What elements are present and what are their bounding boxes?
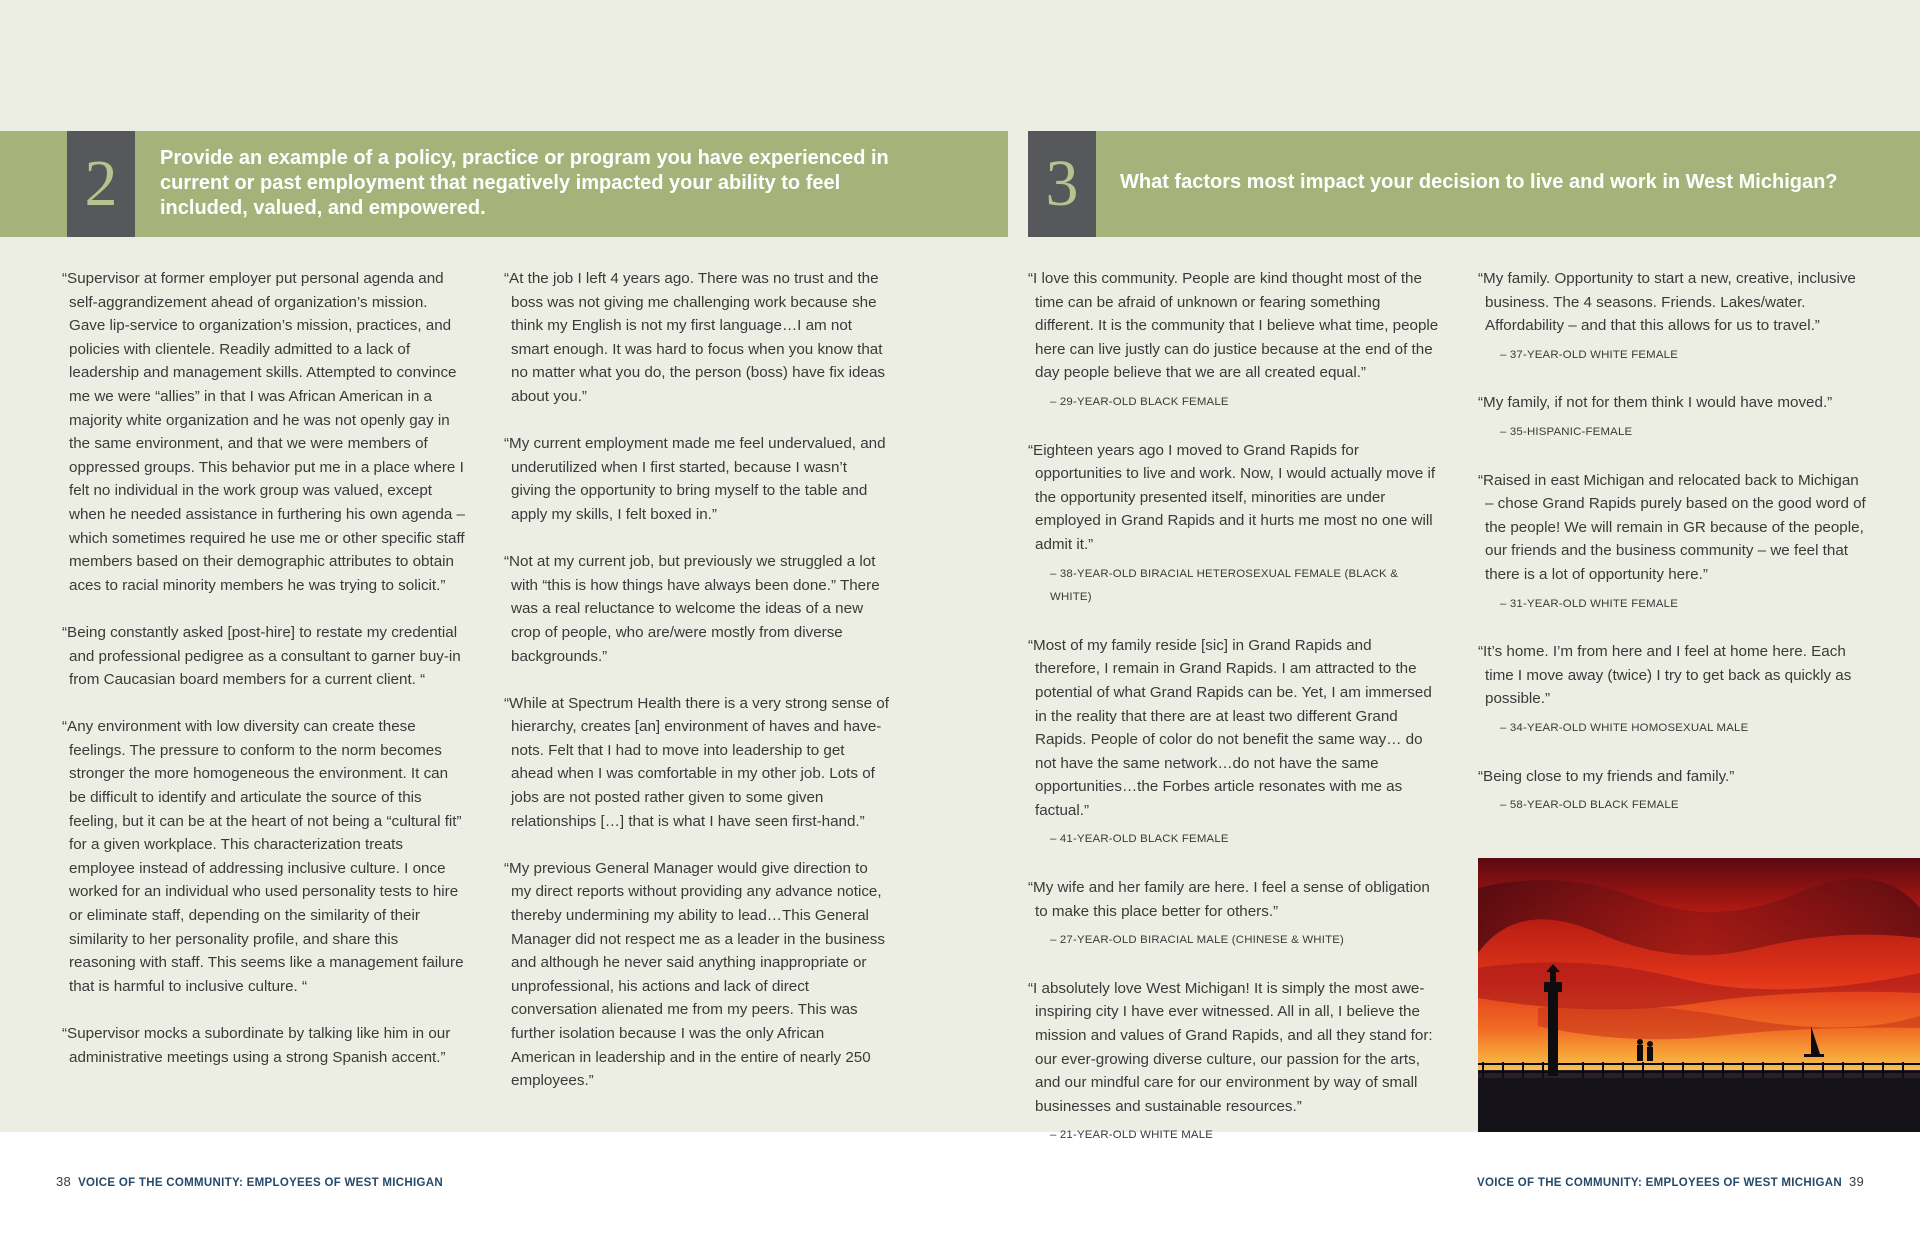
quote: “I love this community. People are kind thought most of the time can be afraid of unknown or fearing something different. It is the community that I believe what time, people here can live justly can do justice because at the end of the day people believe that we are all created equal.” xyxy=(1028,270,1439,382)
sunset-lighthouse-photo xyxy=(1478,858,1920,1132)
attribution: – 21-YEAR-OLD WHITE MALE xyxy=(1050,1129,1214,1142)
quote: “Any environment with low diversity can create these feelings. The pressure to conform to the norm becomes stronger the more homogeneous the environment. It can be difficult to identify and articulate the source of this feeling, but it can be at the heart of not being a “cultural fit” for a given workplace. This characterization treats employee instead of addressing inclusive culture. I once worked for an individual who used personality tests to hire or eliminate staff, depending on the similarity of their similarity to her personality profile, and share this reasoning with staff. This seems like a management failure that is harmful to inclusive culture. “ xyxy=(62,718,464,995)
quote: “It’s home. I’m from here and I feel at home here. Each time I move away (twice) I try to get back as quickly as possible.” xyxy=(1478,643,1852,708)
quote: “My previous General Manager would give direction to my direct reports without providing any advance notice, thereby undermining my ability to lead…This General Manager did not respect me as a leader in the business and although he never said anything inappropriate or unprofessional, his actions and lack of direct conversation alienated me from my peers. This was further isolation because I was the only African American in leadership and in the entire of nearly 250 employees.” xyxy=(504,859,885,1090)
question-3-column-2 xyxy=(1478,267,1868,842)
quote: “My current employment made me feel undervalued, and underutilized when I first started, because I wasn’t giving the opportunity to bring myself to the table and apply my skills, I felt boxed in.” xyxy=(504,435,886,523)
quote: “At the job I left 4 years ago. There was no trust and the boss was not giving me challenging work because she think my English is not my first language…I am not smart enough. It was hard to focus when you know that no matter what you do, the person (boss) have fix ideas about you.” xyxy=(504,270,885,405)
footer-title-left: VOICE OF THE COMMUNITY: EMPLOYEES OF WEST MICHIGAN xyxy=(78,1177,443,1189)
quote: “Eighteen years ago I moved to Grand Rapids for opportunities to live and work. Now, I would actually move if the opportunity presented itself, minorities are under employed in Grand Rapids and it hurts me most no one will admit it.” xyxy=(1028,441,1436,553)
quote: “I absolutely love West Michigan! It is simply the most awe-inspiring city I have ever witnessed. All in all, I believe the mission and values of Grand Rapids, and all they stand for: our ever-growing diverse culture, our passion for the arts, and our mindful care for our environment by way of small businesses and sustainable resources.” xyxy=(1028,979,1433,1115)
page-number-right: 39 xyxy=(1848,1174,1864,1189)
attribution: – 31-YEAR-OLD WHITE FEMALE xyxy=(1500,597,1678,610)
question-2-number: 2 xyxy=(67,131,135,237)
question-3-column-1 xyxy=(1028,267,1440,1172)
attribution: – 35-HISPANIC-FEMALE xyxy=(1500,425,1633,438)
footer-title-right: VOICE OF THE COMMUNITY: EMPLOYEES OF WEST MICHIGAN xyxy=(1477,1177,1842,1189)
page-number-left: 38 xyxy=(56,1174,72,1189)
quote: “My family. Opportunity to start a new, creative, inclusive business. The 4 seasons. Friends. Lakes/water. Affordability – and that this allows for us to travel.” xyxy=(1478,270,1856,335)
quote: “My wife and her family are here. I feel a sense of obligation to make this place better for others.” xyxy=(1028,879,1430,920)
attribution: – 27-YEAR-OLD BIRACIAL MALE (CHINESE & WHITE) xyxy=(1050,934,1345,947)
quote: “My family, if not for them think I would have moved.” xyxy=(1478,394,1833,412)
footer-right xyxy=(1477,1174,1864,1189)
quote: “Supervisor mocks a subordinate by talking like him in our administrative meetings using a strong Spanish accent.” xyxy=(62,1025,451,1066)
sunset-lighthouse-illustration xyxy=(1478,858,1920,1132)
attribution: – 37-YEAR-OLD WHITE FEMALE xyxy=(1500,348,1678,361)
quote: “Supervisor at former employer put personal agenda and self-aggrandizement ahead of organization’s mission. Gave lip-service to organization’s mission, practices, and policies with clientele. Readily admitted to a lack of leadership and management skills. Attempted to convince me we were “allies” in that I was African American in a majority white organization and he was not openly gay in the same environment, and that we were members of oppressed groups. This behavior put me in a place where I felt no individual in the work group was valued, except when he needed assistance in furthering his own agenda – which sometimes required he use me or other specific staff members based on their demographic attributes to obtain aces to racial minority members he was trying to solicit.” xyxy=(62,270,465,594)
quote: “Raised in east Michigan and relocated back to Michigan – chose Grand Rapids purely based on the good word of the people! We will remain in GR because of the people, our friends and the business community – we feel that there is a lot of opportunity here.” xyxy=(1478,471,1866,583)
attribution: – 58-YEAR-OLD BLACK FEMALE xyxy=(1500,799,1679,812)
question-3-text: What factors most impact your decision to live and work in West Michigan? xyxy=(1120,171,1838,193)
question-2-text: Provide an example of a policy, practice or program you have experienced in current or past employment that negatively impacted your ability to feel included, valued, and empowered. xyxy=(160,147,889,219)
quote: “Most of my family reside [sic] in Grand Rapids and therefore, I remain in Grand Rapids. I am attracted to the potential of what Grand Rapids can be. Yet, I am immersed in the reality that there are at least two different Grand Rapids. People of color do not benefit the same way… do not have the same network…do not have the same opportunities…the Forbes article resonates with me as factual.” xyxy=(1028,636,1432,819)
quote: “Not at my current job, but previously we struggled a lot with “this is how things have always been done.” There was a real reluctance to welcome the ideas of a new crop of people, who are/were mostly from diverse backgrounds.” xyxy=(504,553,880,665)
footer-left xyxy=(56,1174,443,1189)
question-2-column-1 xyxy=(62,267,468,1069)
quote: “Being close to my friends and family.” xyxy=(1478,767,1735,785)
attribution: – 41-YEAR-OLD BLACK FEMALE xyxy=(1050,833,1229,846)
attribution: – 38-YEAR-OLD BIRACIAL HETEROSEXUAL FEMALE (BLACK & WHITE) xyxy=(1050,567,1399,604)
quote: “While at Spectrum Health there is a very strong sense of hierarchy, creates [an] environment of haves and have-nots. Felt that I had to move into leadership to get ahead when I was comfortable in my other job. Lots of jobs are not posted rather given to some given relationships […] that is what I have seen first-hand.” xyxy=(504,694,889,830)
question-3-number: 3 xyxy=(1028,131,1096,237)
quote: “Being constantly asked [post-hire] to restate my credential and professional pedigree as a consultant to garner buy-in from Caucasian board members for a current client. “ xyxy=(62,623,461,689)
question-2-column-2 xyxy=(504,267,890,1093)
attribution: – 34-YEAR-OLD WHITE HOMOSEXUAL MALE xyxy=(1500,721,1749,734)
attribution: – 29-YEAR-OLD BLACK FEMALE xyxy=(1050,395,1229,408)
